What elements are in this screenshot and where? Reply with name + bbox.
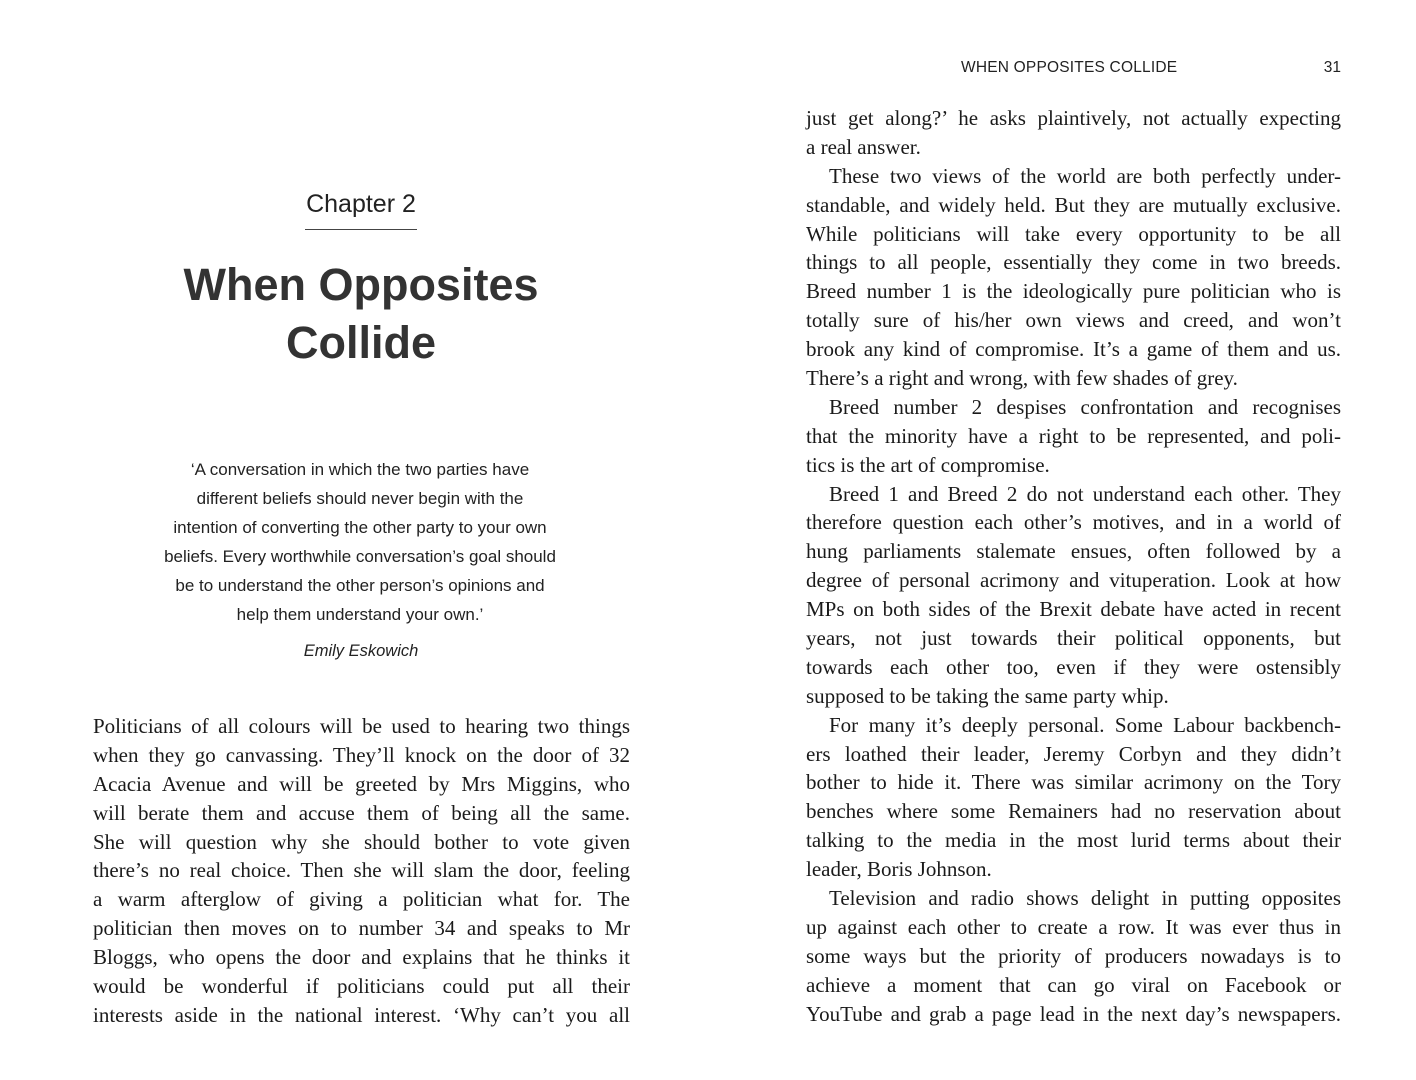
text-line: benches where some Remainers had no reservation about (806, 799, 1341, 824)
text-line: just get along?’ he asks plaintively, not actually expecting (806, 106, 1341, 130)
chapter-title (0, 256, 722, 372)
text-line: While politicians will take every opportunity to be all (806, 221, 1341, 246)
text-line: politician then moves on to number 34 and speaks to Mr (93, 916, 630, 941)
epigraph-line: intention of converting the other party to your own (173, 518, 547, 537)
text-line: some ways but the priority of producers nowadays is to (806, 943, 1341, 968)
text-line: MPs on both sides of the Brexit debate have acted in recent (806, 597, 1341, 622)
text-line: when they go canvassing. They’ll knock on the door of 32 (93, 742, 630, 767)
text-line: therefore question each other’s motives, and in a world of (806, 510, 1341, 535)
text-line: For many it’s deeply personal. Some Labour backbench- (829, 712, 1341, 737)
epigraph-quote (120, 455, 600, 629)
text-line: up against each other to create a row. It was ever thus in (806, 914, 1341, 939)
text-line: a real answer. (806, 134, 921, 159)
text-line: hung parliaments stalemate ensues, often followed by a (806, 539, 1341, 564)
text-line: there’s no real choice. Then she will slam the door, feeling (93, 858, 630, 883)
page-number: 31 (1323, 59, 1341, 76)
text-line: brook any kind of compromise. It’s a game of them and us. (806, 337, 1341, 362)
text-line: that the minority have a right to be represented, and poli- (806, 423, 1341, 448)
text-line: a warm afterglow of giving a politician what for. The (93, 887, 630, 912)
text-line: towards each other too, even if they were ostensibly (806, 654, 1341, 679)
text-line: will berate them and accuse them of being all the same. (93, 800, 630, 825)
text-line: These two views of the world are both perfectly under- (829, 163, 1341, 188)
text-line: would be wonderful if politicians could put all their (93, 974, 630, 999)
epigraph-line: different beliefs should never begin with the (196, 489, 524, 508)
right-body-text (806, 104, 1341, 1029)
epigraph-line: be to understand the other person’s opinions and (175, 576, 545, 595)
text-line: totally sure of his/her own views and creed, and won’t (806, 308, 1341, 333)
text-line: There’s a right and wrong, with few shades of grey. (806, 366, 1238, 391)
epigraph-line: beliefs. Every worthwhile conversation’s goal should (164, 547, 556, 566)
text-line: years, not just towards their political opponents, but (806, 626, 1341, 651)
text-line: bother to hide it. There was similar acrimony on the Tory (806, 770, 1341, 795)
epigraph-line: help them understand your own.’ (236, 605, 484, 624)
text-line: tics is the art of compromise. (806, 452, 1050, 477)
text-line: interests aside in the national interest. ‘Why can’t you all (93, 1002, 630, 1027)
text-line: Television and radio shows delight in putting opposites (829, 886, 1341, 911)
text-line: achieve a moment that can go viral on Facebook or (806, 972, 1341, 997)
text-line: Bloggs, who opens the door and explains that he thinks it (93, 945, 630, 970)
text-line: degree of personal acrimony and vituperation. Look at how (806, 568, 1341, 593)
text-line: things to all people, essentially they come in two breeds. (806, 250, 1341, 275)
text-line: She will question why she should bother to vote given (93, 829, 630, 854)
text-line: Breed number 1 is the ideologically pure politician who is (806, 279, 1341, 304)
text-line: leader, Boris Johnson. (806, 857, 992, 882)
text-line: standable, and widely held. But they are mutually exclusive. (806, 192, 1341, 217)
chapter-label: Chapter 2 (306, 190, 416, 218)
text-line: Politicians of all colours will be used to hearing two things (93, 714, 630, 738)
chapter-title-line: Collide (285, 317, 436, 368)
chapter-rule (305, 229, 417, 230)
text-line: Acacia Avenue and will be greeted by Mrs Miggins, who (93, 771, 630, 796)
text-line: Breed number 2 despises confrontation and recognises (829, 394, 1341, 419)
left-body-text (93, 712, 630, 1030)
text-line: Breed 1 and Breed 2 do not understand each other. They (829, 481, 1341, 506)
chapter-title-line: When Opposites (183, 259, 539, 310)
text-line: talking to the media in the most lurid terms about their (806, 828, 1341, 853)
text-line: supposed to be taking the same party whip. (806, 683, 1169, 708)
text-line: YouTube and grab a page lead in the next day’s newspapers. (806, 1001, 1341, 1026)
epigraph-line: ‘A conversation in which the two parties have (190, 460, 530, 479)
running-head: WHEN OPPOSITES COLLIDE (961, 59, 1178, 76)
epigraph-author: Emily Eskowich (303, 642, 419, 660)
text-line: ers loathed their leader, Jeremy Corbyn and they didn’t (806, 741, 1341, 766)
